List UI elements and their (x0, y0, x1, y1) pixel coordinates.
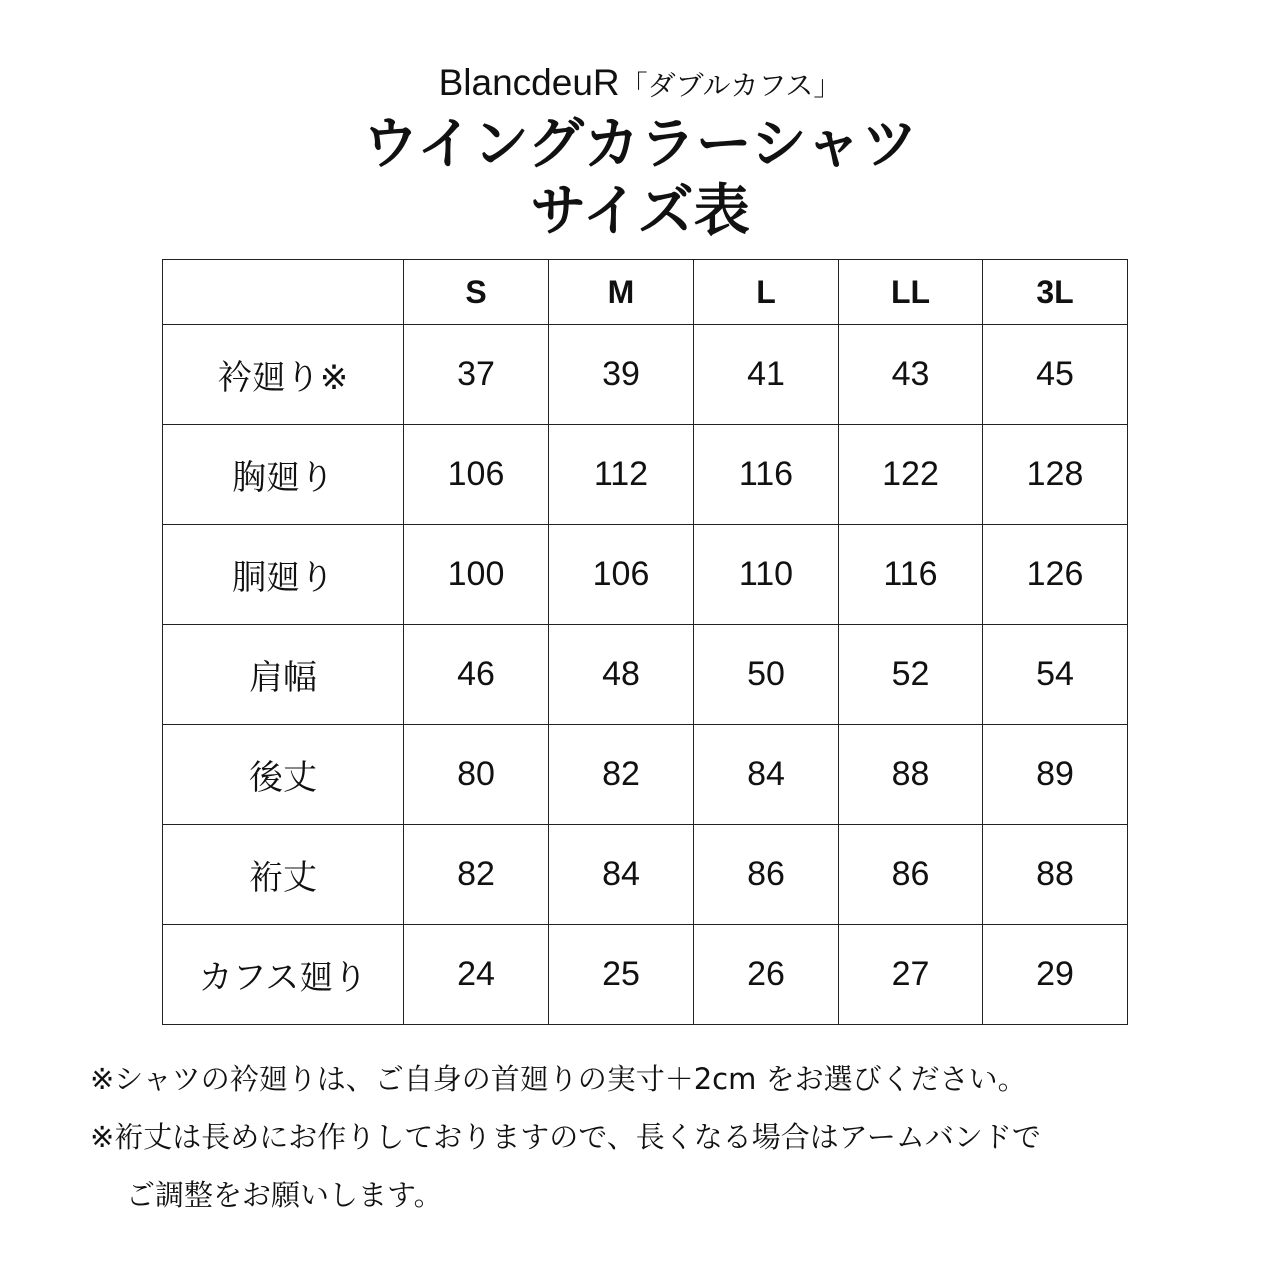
size-table (162, 259, 1128, 1025)
table-cell: 89 (983, 725, 1128, 825)
table-cell: 84 (694, 725, 839, 825)
table-row (163, 625, 1128, 725)
table-cell: 27 (839, 925, 983, 1025)
row-label-chest: 胸廻り (163, 425, 404, 525)
table-cell: 46 (404, 625, 549, 725)
table-cell: 86 (839, 825, 983, 925)
brand-heading (0, 58, 1280, 111)
table-cell: 110 (694, 525, 839, 625)
table-cell: 100 (404, 525, 549, 625)
table-cell: 122 (839, 425, 983, 525)
table-cell: 26 (694, 925, 839, 1025)
column-header-ll: LL (839, 260, 983, 325)
column-header-l: L (694, 260, 839, 325)
table-cell: 126 (983, 525, 1128, 625)
note-collar: ※シャツの衿廻りは、ご自身の首廻りの実寸＋2cm をお選びください。 (90, 1062, 1027, 1096)
row-label-shoulder: 肩幅 (163, 625, 404, 725)
row-label-sleeve-length: 裄丈 (163, 825, 404, 925)
table-cell: 39 (549, 325, 694, 425)
table-cell: 80 (404, 725, 549, 825)
row-label-back-length: 後丈 (163, 725, 404, 825)
column-header-s: S (404, 260, 549, 325)
column-header-3l: 3L (983, 260, 1128, 325)
table-cell: 84 (549, 825, 694, 925)
table-cell: 52 (839, 625, 983, 725)
table-cell: 86 (694, 825, 839, 925)
table-cell: 29 (983, 925, 1128, 1025)
table-cell: 43 (839, 325, 983, 425)
table-cell: 106 (404, 425, 549, 525)
table-header-row (163, 260, 1128, 325)
table-row (163, 825, 1128, 925)
table-cell: 88 (983, 825, 1128, 925)
row-label-collar: 衿廻り※ (163, 325, 404, 425)
table-cell: 50 (694, 625, 839, 725)
table-row (163, 725, 1128, 825)
table-cell: 106 (549, 525, 694, 625)
table-cell: 88 (839, 725, 983, 825)
note-sleeve-continued: ご調整をお願いします。 (126, 1178, 443, 1212)
table-cell: 37 (404, 325, 549, 425)
brand-subtitle: 「ダブルカフス」 (619, 69, 842, 102)
table-row (163, 425, 1128, 525)
product-title: ウイングカラーシャツ (362, 112, 918, 177)
table-row (163, 525, 1128, 625)
brand-name: BlancdeuR (438, 62, 620, 103)
size-chart-title: サイズ表 (530, 179, 750, 244)
table-cell: 41 (694, 325, 839, 425)
table-cell: 82 (549, 725, 694, 825)
notes (90, 1050, 1250, 1224)
table-corner-cell (163, 260, 404, 325)
table-cell: 24 (404, 925, 549, 1025)
table-cell: 25 (549, 925, 694, 1025)
table-cell: 128 (983, 425, 1128, 525)
table-cell: 116 (694, 425, 839, 525)
table-cell: 112 (549, 425, 694, 525)
table-row (163, 325, 1128, 425)
table-cell: 116 (839, 525, 983, 625)
note-sleeve: ※裄丈は長めにお作りしておりますので、長くなる場合はアームバンドで (90, 1120, 1041, 1154)
table-cell: 54 (983, 625, 1128, 725)
table-row (163, 925, 1128, 1025)
table-cell: 48 (549, 625, 694, 725)
column-header-m: M (549, 260, 694, 325)
row-label-cuff: カフス廻り (163, 925, 404, 1025)
row-label-waist: 胴廻り (163, 525, 404, 625)
table-cell: 45 (983, 325, 1128, 425)
table-cell: 82 (404, 825, 549, 925)
